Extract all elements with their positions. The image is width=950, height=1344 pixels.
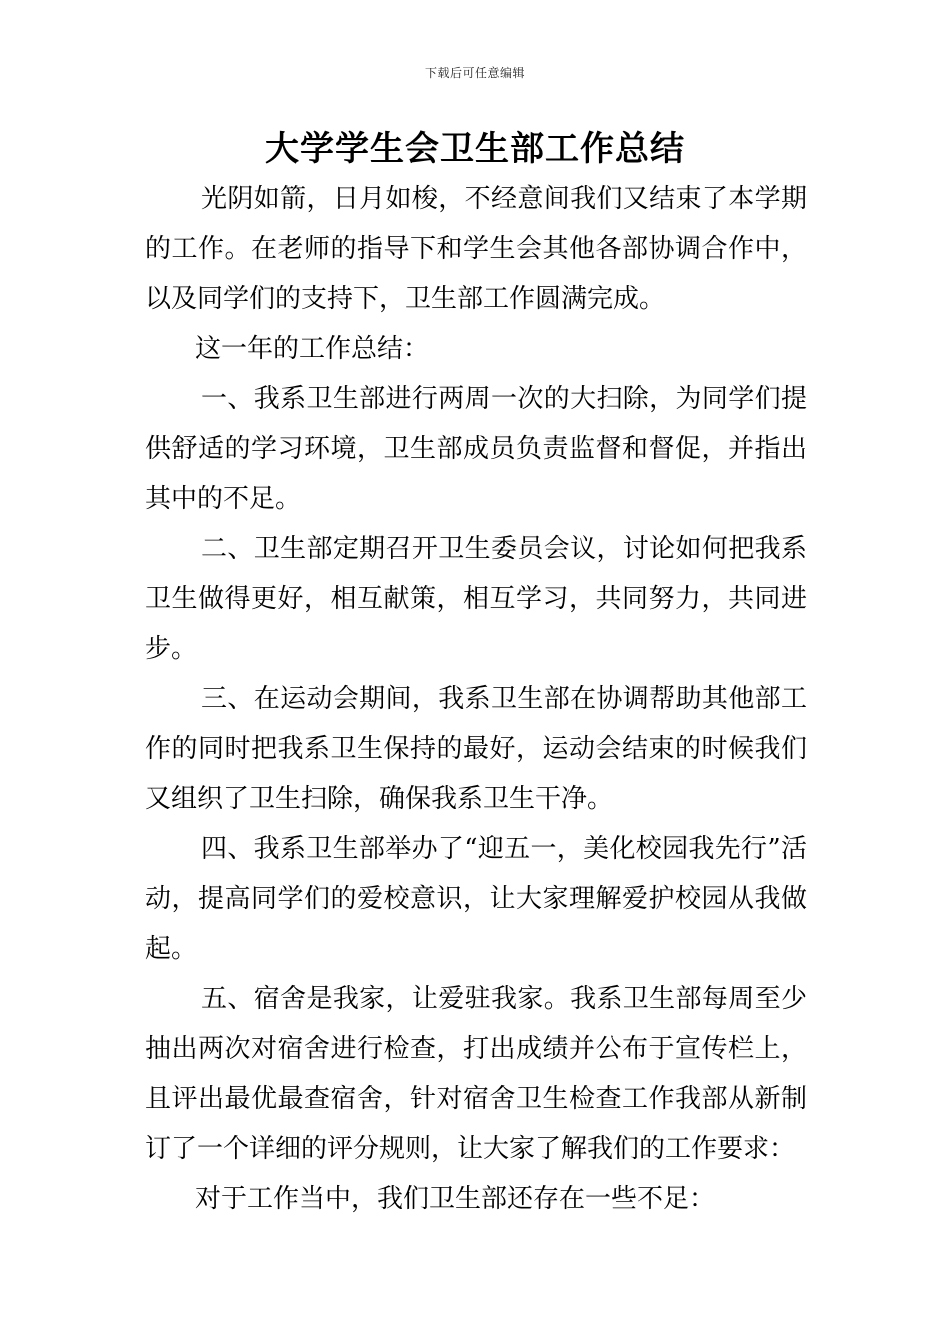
paragraph-intro: 光阴如箭，日月如梭，不经意间我们又结束了本学期的工作。在老师的指导下和学生会其他各部协调合作中，以及同学们的支持下，卫生部工作圆满完成。 <box>145 184 807 314</box>
document-title: 大学学生会卫生部工作总结 <box>265 129 685 169</box>
paragraph-item-4: 四、我系卫生部举办了“迎五一，美化校园我先行”活动，提高同学们的爱校意识，让大家理解爱护校园从我做起。 <box>145 834 807 964</box>
paragraph-item-2: 二、卫生部定期召开卫生委员会议，讨论如何把我系卫生做得更好，相互献策，相互学习，共同努力，共同进步。 <box>145 534 807 664</box>
paragraph-shortcomings: 对于工作当中，我们卫生部还存在一些不足： <box>195 1184 716 1214</box>
paragraph-item-5: 五、宿舍是我家，让爱驻我家。我系卫生部每周至少抽出两次对宿舍进行检查，打出成绩并公布于宣传栏上，且评出最优最查宿舍，针对宿舍卫生检查工作我部从新制订了一个详细的评分规则，让大家了解我们的工作要求： <box>145 984 807 1164</box>
paragraph-item-1: 一、我系卫生部进行两周一次的大扫除，为同学们提供舒适的学习环境，卫生部成员负责监督和督促，并指出其中的不足。 <box>145 384 807 514</box>
paragraph-summary-heading: 这一年的工作总结： <box>195 334 430 364</box>
document-body <box>145 174 807 1224</box>
paragraph-item-3: 三、在运动会期间，我系卫生部在协调帮助其他部工作的同时把我系卫生保持的最好，运动会结束的时候我们又组织了卫生扫除，确保我系卫生干净。 <box>145 684 807 814</box>
header-note: 下载后可任意编辑 <box>424 66 525 80</box>
